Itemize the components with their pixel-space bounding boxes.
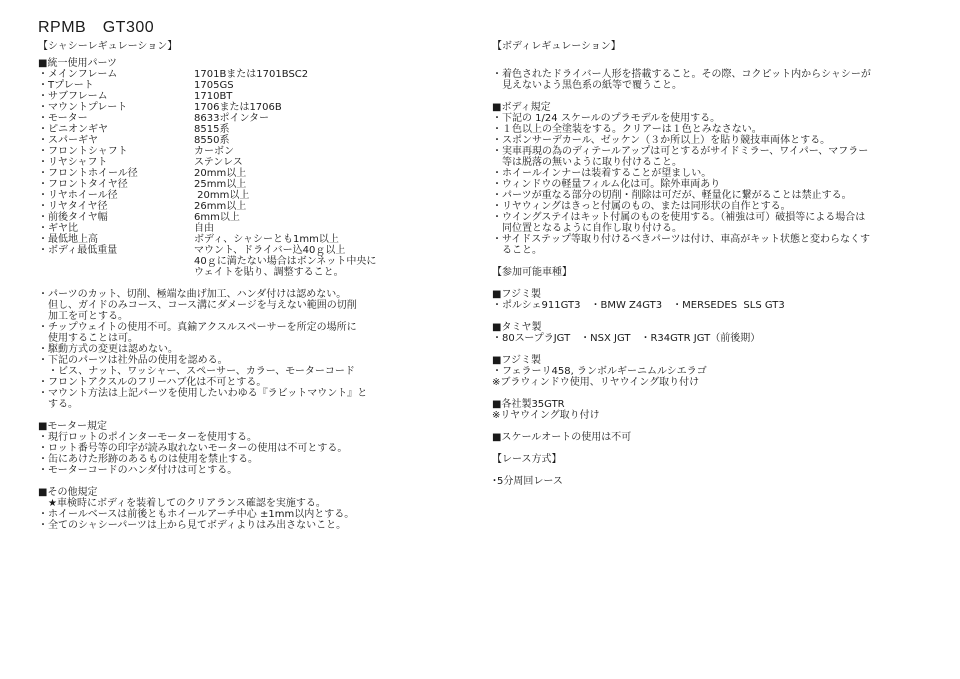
spec-value: カーボン [194, 146, 234, 157]
spec-label: ・Tプレート [38, 80, 94, 91]
spec-label: ・リヤシャフト [38, 157, 108, 168]
spec-value: 自由 [194, 223, 214, 234]
spec-row [38, 80, 458, 91]
spec-label: ・スパーギヤ [38, 135, 98, 146]
spec-label: ・フロントシャフト [38, 146, 128, 157]
spec-value: 20mm以上 [194, 190, 250, 201]
spec-row [38, 234, 458, 245]
other-heading: ■その他規定 [38, 487, 98, 498]
spec-value: 8515系 [194, 124, 230, 135]
body-rule-line: ・ウィンドウの軽量フィルム化は可。除外車両あり [492, 179, 721, 190]
maker-heading-various: ■各社製35GTR [492, 399, 565, 410]
spec-row [38, 135, 458, 146]
body-intro-line: 見えないよう黒色系の紙等で覆うこと。 [492, 80, 682, 91]
rule-line: ・マウント方法は上記パーツを使用したいわゆる『ラビットマウント』と [38, 388, 368, 399]
car-list: ・80スープラJGT ・NSX JGT ・R34GTR JGT（前後期） [492, 333, 761, 344]
rule-line: ・チップウェイトの使用不可。真鍮アクスルスペーサーを所定の場所に [38, 322, 357, 333]
spec-value: 8633ポインター [194, 113, 270, 124]
rule-line: ・ビス、ナット、ワッシャー、スペーサー、カラー、モーターコード [38, 366, 355, 377]
weight-note: ウェイトを貼り、調整すること。 [194, 267, 344, 278]
spec-row [38, 102, 458, 113]
other-rule: ・全てのシャシーパーツは上から見てボディよりはみ出さないこと。 [38, 520, 347, 531]
other-rule: ・ホイールベースは前後ともホイールアーチ中心 ±1mm以内とする。 [38, 509, 355, 520]
chassis-regulation-column [38, 41, 458, 531]
body-rule-line: ・１色以上の全塗装をする。クリアーは１色とみなさない。 [492, 124, 762, 135]
car-list: ・フェラーリ458, ランボルギーニムルシエラゴ [492, 366, 707, 377]
spec-label: ・最低地上高 [38, 234, 98, 245]
car-list: ・ポルシェ911GT3 ・BMW Z4GT3 ・MERSEDES SLS GT3 [492, 300, 785, 311]
race-format: ･5分周回レース [492, 476, 563, 487]
body-rules-heading: ■ボディ規定 [492, 102, 551, 113]
spec-row [38, 245, 458, 256]
spec-label: ・モーター [38, 113, 88, 124]
body-rule-line: ・サイドステップ等取り付けるべきパーツは付け、車高がキット状態と変わらなくす [492, 234, 870, 245]
spec-row [38, 168, 458, 179]
spec-label: ・フロントタイヤ径 [38, 179, 128, 190]
spec-row [38, 212, 458, 223]
car-note: ※ブラウィンドウ使用、リヤウイング取り付け [492, 377, 700, 388]
parts-spec-table [38, 69, 458, 278]
spec-row [38, 146, 458, 157]
body-rule-line: ること。 [492, 245, 542, 256]
rule-line: ・駆動方式の変更は認めない。 [38, 344, 178, 355]
body-rule-line: ・ウイングステイはキット付属のものを使用する。（補強は可）破損等による場合は [492, 212, 866, 223]
rule-line: 加工を可とする。 [38, 311, 128, 322]
maker-heading-tamiya: ■タミヤ製 [492, 322, 542, 333]
spec-value: ボディ、シャシーとも1mm以上 [194, 234, 339, 245]
body-rule-line: 等は脱落の無いように取り付けること。 [492, 157, 682, 168]
spec-row [38, 223, 458, 234]
spec-label: ・前後タイヤ幅 [38, 212, 108, 223]
weight-note: 40ｇに満たない場合はボンネット中央に [194, 256, 377, 267]
spec-value: マウント、ドライバー込40ｇ以上 [194, 245, 346, 256]
spec-value: 6mm以上 [194, 212, 240, 223]
rule-line: ・下記のパーツは社外品の使用を認める。 [38, 355, 228, 366]
spec-value: 1705GS [194, 80, 234, 91]
car-note: ※リヤウイング取り付け [492, 410, 600, 421]
spec-label: ・リヤタイヤ径 [38, 201, 108, 212]
motor-rule: ・缶にあけた形跡のあるものは使用を禁止する。 [38, 454, 258, 465]
motor-rule: ・モーターコードのハンダ付けは可とする。 [38, 465, 238, 476]
chassis-rules [38, 289, 458, 410]
body-rule-line: ・リヤウィングはきっと付属のもの、または同形状の自作とする。 [492, 201, 791, 212]
spec-row [38, 190, 458, 201]
spec-label: ・リヤホイール径 [38, 190, 118, 201]
spec-label: ・フロントホイール径 [38, 168, 138, 179]
spec-value: ステンレス [194, 157, 243, 168]
rule-line: ・フロントアクスルのフリーハブ化は不可とする。 [38, 377, 267, 388]
race-heading: 【レース方式】 [492, 454, 562, 465]
rule-line: ・パーツのカット、切削、極端な曲げ加工、ハンダ付けは認めない。 [38, 289, 347, 300]
page-title: RPMB GT300 [38, 19, 155, 36]
body-intro-line: ・着色されたドライバー人形を搭載すること。その際、コクピット内からシャシーが [492, 69, 871, 80]
spec-value: 1701Bまたは1701BSC2 [194, 69, 309, 80]
motor-rule: ・ロット番号等の印字が読み取れないモーターの使用は不可とする。 [38, 443, 348, 454]
spec-value: 25mm以上 [194, 179, 247, 190]
rule-line: 但し、ガイドのみコース、コース溝にダメージを与えない範囲の切削 [38, 300, 357, 311]
spec-label: ・ピニオンギヤ [38, 124, 108, 135]
spec-row [38, 201, 458, 212]
spec-value: 26mm以上 [194, 201, 247, 212]
spec-value: 20mm以上 [194, 168, 247, 179]
body-rule-line: ・パーツが重なる部分の切削・削除は可だが、軽量化に繋がることは禁止する。 [492, 190, 852, 201]
rule-line: する。 [38, 399, 78, 410]
spec-label: ・メインフレーム [38, 69, 118, 80]
rule-line: 使用することは可。 [38, 333, 138, 344]
maker-heading-fujimi: ■フジミ製 [492, 355, 542, 366]
body-rule-line: ・下記の 1/24 スケールのプラモデルを使用する。 [492, 113, 721, 124]
spec-row [38, 124, 458, 135]
spec-note-row [38, 267, 458, 278]
parts-heading: ■統一使用パーツ [38, 58, 118, 69]
spec-value: 1706または1706B [194, 102, 282, 113]
spec-label: ・ギヤ比 [38, 223, 78, 234]
spec-note-row [38, 256, 458, 267]
body-rule-line: ・スポンサーデカール、ゼッケン（３か所以上）を貼り競技車両体とする。 [492, 135, 831, 146]
spec-row [38, 113, 458, 124]
motor-heading: ■モーター規定 [38, 421, 108, 432]
cars-heading: 【参加可能車種】 [492, 267, 572, 278]
chassis-heading: 【シャシーレギュレーション】 [38, 41, 178, 52]
spec-value: 1710BT [194, 91, 233, 102]
spec-row [38, 157, 458, 168]
spec-row [38, 91, 458, 102]
spec-label: ・ボディ最低重量 [38, 245, 118, 256]
body-heading: 【ボディレギュレーション】 [492, 41, 621, 52]
maker-heading-fujimi: ■フジミ製 [492, 289, 542, 300]
spec-row [38, 179, 458, 190]
spec-row [38, 69, 458, 80]
body-rule-line: ・実車再現の為のディテールアップは可とするがサイドミラー、ワイパー、マフラー [492, 146, 869, 157]
other-rule: ★車検時にボディを装着してのクリアランス確認を実施する。 [38, 498, 326, 509]
motor-rule: ・現行ロットのポインターモーターを使用する。 [38, 432, 257, 443]
spec-label: ・サブフレーム [38, 91, 108, 102]
spec-label: ・マウントプレート [38, 102, 128, 113]
body-rule-line: ・ホイールインナーは装着することが望ましい。 [492, 168, 712, 179]
body-rule-line: 同位置となるように自作し取り付ける。 [492, 223, 682, 234]
scale-auto-note: ■スケールオートの使用は不可 [492, 432, 632, 443]
body-regulation-column [492, 41, 932, 487]
spec-value: 8550系 [194, 135, 230, 146]
